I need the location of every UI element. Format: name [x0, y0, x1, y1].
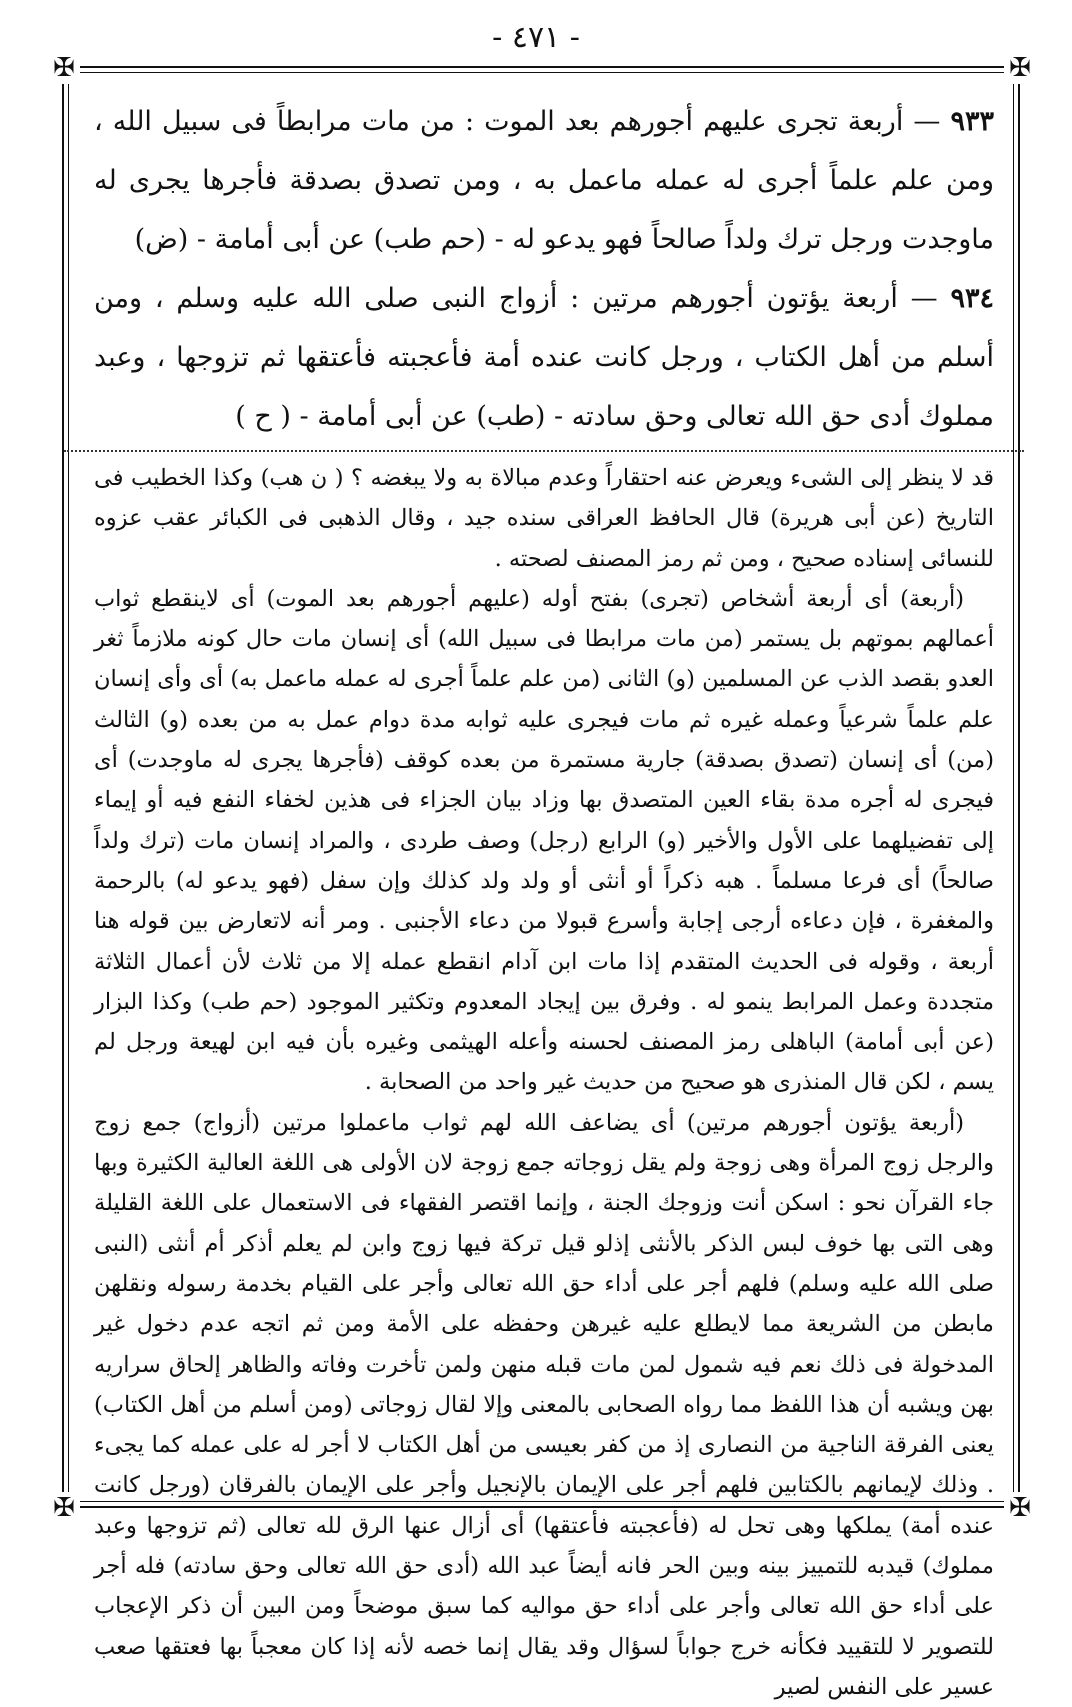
hadith-source: - (حم طب) عن أبى أمامة - (ض): [134, 224, 504, 255]
corner-ornament-icon: ✠: [1004, 1492, 1036, 1524]
page-content: [94, 92, 994, 1707]
commentary-paragraph: (أربعة) أى أربعة أشخاص (تجرى) بفتح أوله (عليهم أجورهم بعد الموت) أى لاينقطع ثواب أعمالهم بموتهم بل يستمر (من مات مرابطا فى سبيل الله) أى إنسان مات حال كونه ملازماً ثغر العدو بقصد الذب عن المسلمين (و) الثانى (من علم علماً أجرى له عمله ماعمل به) أى وأى إنسان علم علماً شرعياً وعمله غيره ثم مات فيجرى عليه ثوابه مدة دوام عمل به من بعده (و) الثالث (من) أى إنسان (تصدق بصدقة) جارية مستمرة من بعده كوقف (فأجرها يجرى له ماوجدت) أى فيجرى له أجره مدة بقاء العين المتصدق بها وزاد بيان الجزاء فى هذين لخفاء النفع فيه أو إيماء إلى تفضيلهما على الأول والأخير (و) الرابع (رجل) وصف طردى ، والمراد إنسان مات (ترك ولداً صالحاً) أى فرعا مسلماً . هبه ذكراً أو أنثى أو ولد ولد كذلك وإن سفل (فهو يدعو له) بالرحمة والمغفرة ، فإن دعاءه أرجى إجابة وأسرع قبولا من دعاء الأجنبى . ومر أنه لاتعارض بين قوله هنا أربعة ، وقوله فى الحديث المتقدم إذا مات ابن آدام انقطع عمله إلا من ثلاث لأن أعمال الثلاثة متجددة وعمل المرابط ينمو له . وفرق بين إيجاد المعدوم وتكثير الموجود (حم طب) وكذا البزار (عن أبى أمامة) الباهلى رمز المصنف لحسنه وأعله الهيثمى وغيره بأن فيه ابن لهيعة ورجل لم يسم ، لكن قال المنذرى هو صحيح من حديث غير واحد من الصحابة .: [94, 585, 994, 1096]
page-number: - ٤٧١ -: [492, 20, 580, 55]
hadith-entry: [94, 269, 994, 446]
hadith-text: — أربعة تجرى عليهم أجورهم بعد الموت : من مات مرابطاً فى سبيل الله ، ومن علم علماً أجرى له عمله ماعمل به ، ومن تصدق بصدقة فأجرها يجرى له ماوجدت ورجل ترك ولداً صالحاً فهو يدعو له: [94, 106, 994, 255]
commentary-paragraph: (أربعة يؤتون أجورهم مرتين) أى يضاعف الله لهم ثواب ماعملوا مرتين (أزواج) جمع زوج والرجل زوج المرأة وهى زوجة ولم يقل زوجاته جمع زوجة لان الأولى هى اللغة العالية الكثيرة وبها جاء القرآن نحو : اسكن أنت وزوجك الجنة ، وإنما اقتصر الفقهاء فى الاستعمال على اللغة القليلة وهى التى بها خوف لبس الذكر بالأنثى إذلو قيل تركة فيها زوج وابن لم يعلم أذكر أم أنثى (النبى صلى الله عليه وسلم) فلهم أجر على أداء حق الله تعالى وأجر على القيام بخدمة رسوله ونقلهن مابطن من الشريعة مما لايطلع عليه غيرهن وحفظه على الأمة ومن ثم اتجه عدم دخول غير المدخولة فى ذلك نعم فيه شمول لمن مات قبله منهن ولمن تأخرت وفاته والظاهر إلحاق سراريه بهن ويشبه أن هذا اللفظ مما رواه الصحابى بالمعنى وإلا لقال زوجاتى (ومن أسلم من أهل الكتاب) يعنى الفرقة الناجية من النصارى إذ من كفر بعيسى من أهل الكتاب لا أجر له على عمله كما يجىء . وذلك لإيمانهم بالكتابين فلهم أجر على الإيمان بالإنجيل وأجر على الإيمان بالفرقان (ورجل كانت عنده أمة) يملكها وهى تحل له (فأعجبته فأعتقها) أى أزال عنها الرق لله تعالى (ثم تزوجها وعبد مملوك) قيدبه للتمييز بينه وبين الحر فانه أيضاً عبد الله (أدى حق الله تعالى وحق سادته) فله أجر على أداء حق الله تعالى وأجر على أداء حق مواليه كما سبق موضحاً ومن البين أن ذكر الإعجاب للتصوير لا للتقييد فكأنه خرج جواباً لسؤال وقد يقال إنما خصه لأنه إذا كان معجباً بها فعتقها صعب عسير على النفس لصير: [94, 1109, 995, 1700]
commentary-section: [94, 458, 994, 1707]
hadith-text: — أربعة يؤتون أجورهم مرتين : أزواج النبى صلى الله عليه وسلم ، ومن أسلم من أهل الكتاب ، ورجل كانت عنده أمة فأعجبته فأعتقها ثم تزوجها ، وعبد مملوك أدى حق الله تعالى وحق سادته - (طب): [94, 283, 994, 432]
hadith-entry: [94, 92, 994, 269]
dotted-divider: [64, 450, 1024, 452]
hadith-section: [94, 92, 994, 446]
corner-ornament-icon: ✠: [48, 52, 80, 84]
hadith-source: عن أبى أمامة - ( ح ): [235, 401, 468, 432]
corner-ornament-icon: ✠: [48, 1492, 80, 1524]
hadith-number: ٩٣٣: [950, 106, 994, 137]
hadith-number: ٩٣٤: [950, 283, 994, 314]
commentary-paragraph: قد لا ينظر إلى الشىء ويعرض عنه احتقاراً وعدم مبالاة به ولا يبغضه ؟ ( ن هب) وكذا الخطيب فى التاريخ (عن أبى هريرة) قال الحافظ العراقى سنده جيد ، وقال الذهبى فى الكبائر عقب عزوه للنسائى إسناده صحيح ، ومن ثم رمز المصنف لصحته .: [94, 465, 994, 572]
corner-ornament-icon: ✠: [1004, 52, 1036, 84]
